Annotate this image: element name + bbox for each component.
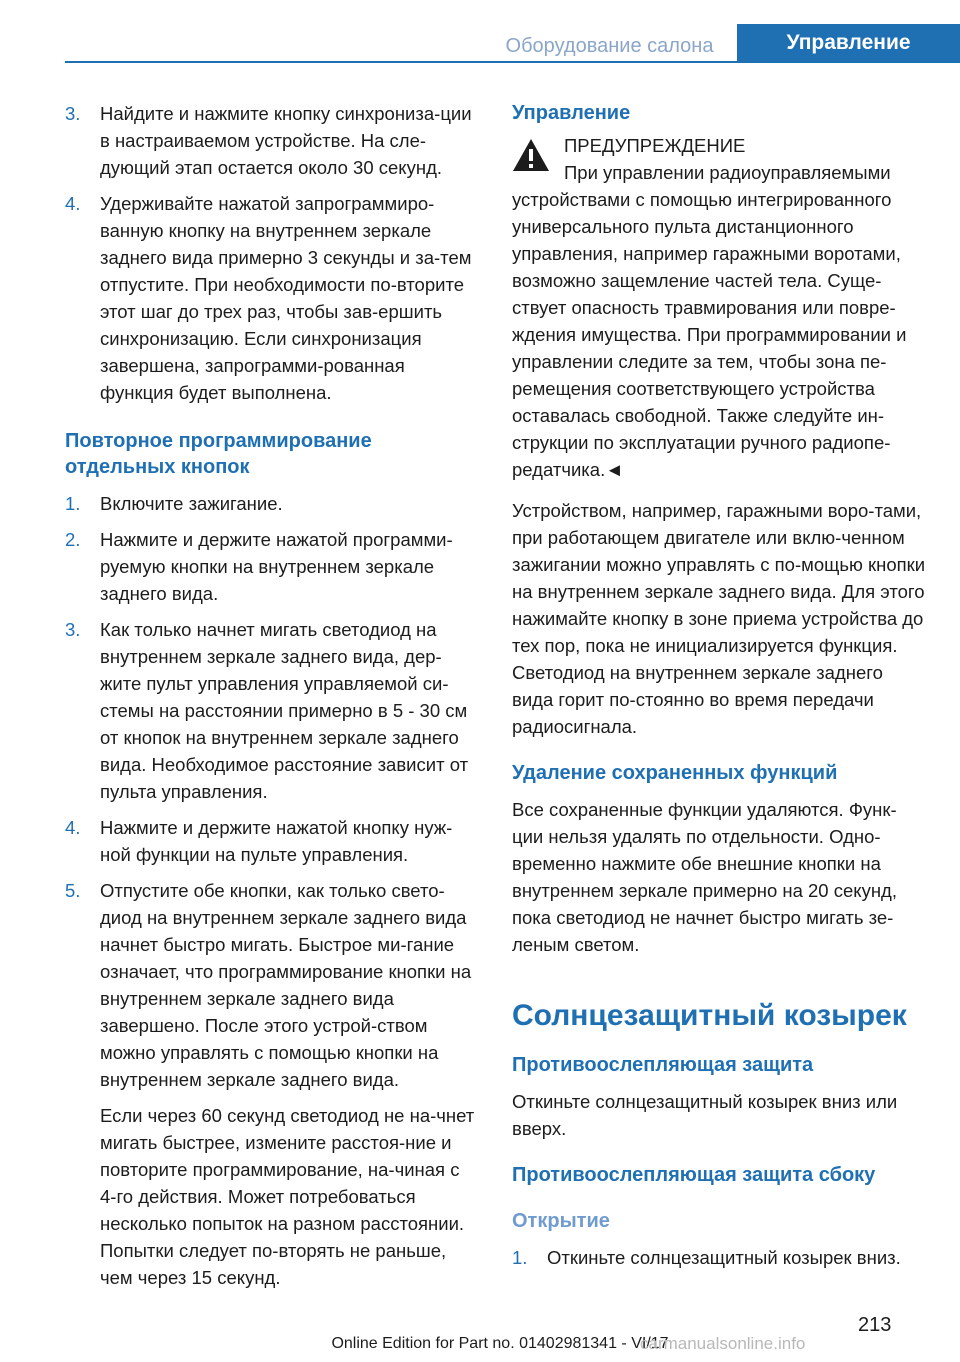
warning-icon	[512, 138, 550, 172]
list-number: 1.	[512, 1247, 528, 1268]
list-item	[65, 190, 480, 406]
list-text: Нажмите и держите нажатой кнопку нуж-ной функции на пульте управления.	[100, 817, 453, 865]
control-paragraph: Устройством, например, гаражными воро-тами, при работающем двигателе или вклю-ченном зажигании можно управлять с по-мощью кнопки на внутреннем зеркале заднего вида. Для этого нажимайте кнопку в зоне приема устройства до тех пор, пока не инициализируется функция. Светодиод на внутреннем зеркале заднего вида горит по-стоянно во время передачи радиосигнала.	[512, 500, 926, 737]
list-item	[65, 616, 480, 805]
list-number: 3.	[65, 619, 81, 640]
section-heading-side-antiglare: Противоослепляющая защита сбоку	[512, 1164, 876, 1186]
section-heading-antiglare: Противоослепляющая защита	[512, 1054, 814, 1076]
list-item	[65, 526, 480, 607]
note-paragraph: Если через 60 секунд светодиод не на-чнет мигать быстрее, измените расстоя-ние и повторите программирование, на-чиная с 4-го действия. Может потребоваться несколько попыток на разном расстоянии. Попытки следует по-вторять не раньше, чем через 15 секунд.	[100, 1105, 475, 1288]
warning-block	[512, 132, 927, 483]
list-text: Включите зажигание.	[100, 493, 283, 514]
section-heading-reprogram: Повторное программирование отдельных кнопок	[65, 430, 372, 478]
page-number: 213	[858, 1314, 892, 1336]
left-column	[65, 100, 480, 1299]
list-text: Нажмите и держите нажатой программи-руемую кнопки на внутреннем зеркале заднего вида.	[100, 529, 453, 604]
warning-title: ПРЕДУПРЕЖДЕНИЕ	[564, 135, 746, 156]
list-item	[512, 1244, 927, 1271]
list-number: 4.	[65, 817, 81, 838]
list-item	[65, 877, 480, 1093]
list-text: Как только начнет мигать светодиод на внутреннем зеркале заднего вида, дер-жите пульт управления управляемой си-стемы на расстоянии примерно в 5 - 30 см от кнопок на внутреннем зеркале заднего вида. Необходимое расстояние зависит от пульта управления.	[100, 619, 469, 802]
list-item	[65, 100, 480, 181]
list-item	[65, 814, 480, 868]
section-heading-sunvisor: Солнцезащитный козырек	[512, 999, 907, 1032]
list-number: 5.	[65, 880, 81, 901]
edition-line: Online Edition for Part no. 01402981341 - VI/17	[331, 1335, 669, 1352]
list-number: 4.	[65, 193, 81, 214]
section-heading-control: Управление	[512, 102, 631, 124]
list-number: 1.	[65, 493, 81, 514]
list-number: 2.	[65, 529, 81, 550]
antiglare-paragraph: Откиньте солнцезащитный козырек вниз или вверх.	[512, 1091, 898, 1139]
list-text: Откиньте солнцезащитный козырек вниз.	[547, 1247, 901, 1268]
list-item	[65, 490, 480, 517]
header-section: Оборудование салона	[505, 35, 714, 57]
list-number: 3.	[65, 103, 81, 124]
list-text: Отпустите обе кнопки, как только свето-диод на внутреннем зеркале заднего вида начнет быстро мигать. Быстрое ми-гание означает, что программирование кнопки на внутреннем зеркале заднего вида завершено. После этого устрой-ством можно управлять с помощью кнопки на внутреннем зеркале заднего вида.	[100, 880, 472, 1090]
list-text: Удерживайте нажатой запрограммиро-ванную кнопку на внутреннем зеркале заднего вида примерно 3 секунды и за-тем отпустите. При необходимости по-вторите этот шаг до трех раз, чтобы зав-ершить синхронизацию. Если синхронизация завершена, запрограмми-рованная функция будет выполнена.	[100, 193, 472, 403]
warning-text: При управлении радиоуправляемыми устройствами с помощью интегрированного универсального пульта дистанционного управления, например гаражными воротами, возможно защемление частей тела. Суще-ствует опасность травмирования или повре-ждения имущества. При программировании и управлении следите за тем, чтобы зона пе-ремещения соответствующего устройства оставалась свободной. Также следуйте ин-струкции по эксплуатации ручного радиопе-редатчика.◄	[512, 162, 907, 480]
list-text: Найдите и нажмите кнопку синхрониза-ции в настраиваемом устройстве. На сле-дующий этап остается около 30 секунд.	[100, 103, 472, 178]
delete-paragraph: Все сохраненные функции удаляются. Функ-ции нельзя удалять по отдельности. Одно-временно нажмите обе внешние кнопки на внутреннем зеркале примерно на 20 секунд, пока светодиод не начнет быстро мигать зе-леным светом.	[512, 799, 897, 955]
watermark: carmanualsonline.info	[640, 1334, 806, 1353]
subsection-heading-open: Открытие	[512, 1210, 610, 1232]
section-heading-delete: Удаление сохраненных функций	[512, 762, 838, 784]
right-column	[512, 100, 927, 1280]
header-rule	[65, 61, 960, 63]
header-chapter: Управление	[737, 24, 960, 62]
